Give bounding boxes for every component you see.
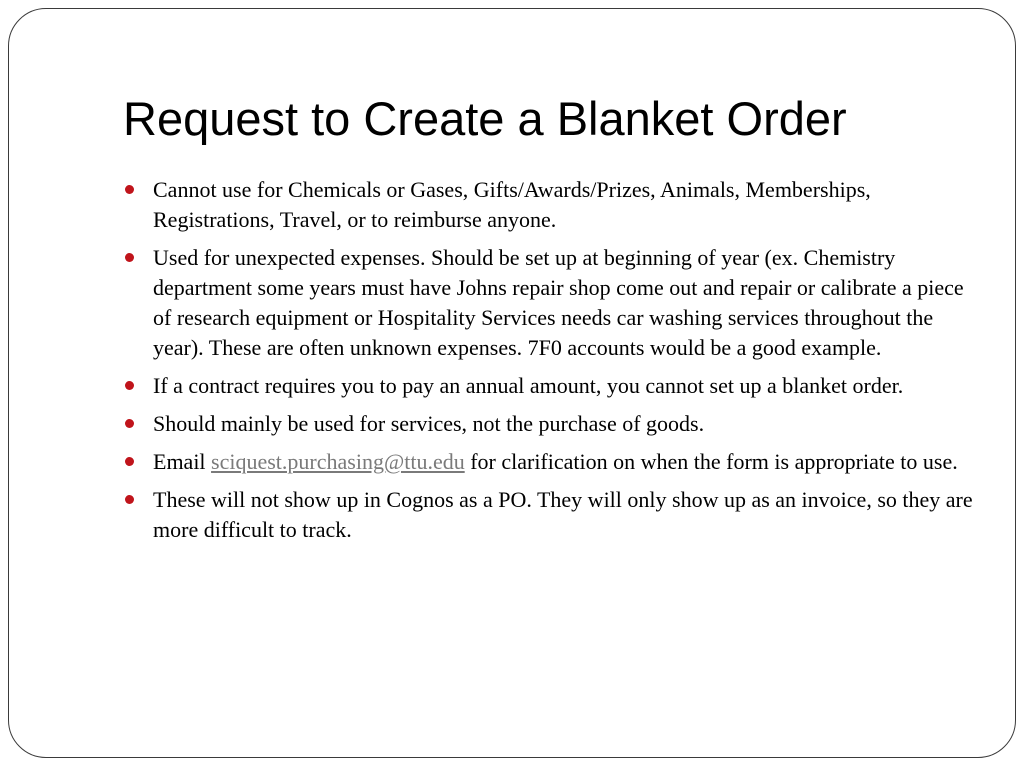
bullet-text: These will not show up in Cognos as a PO. They will only show up as an invoice, so they are more difficult to track. xyxy=(153,487,973,542)
bullet-text xyxy=(153,449,958,474)
bullet-icon xyxy=(125,381,134,390)
slide-title: Request to Create a Blanket Order xyxy=(123,92,847,145)
bullet-icon xyxy=(125,185,134,194)
slide-frame xyxy=(8,8,1016,758)
bullet-text: Cannot use for Chemicals or Gases, Gifts/Awards/Prizes, Animals, Memberships, Registrations, Travel, or to reimburse anyone. xyxy=(153,177,871,232)
bullet-icon xyxy=(125,457,134,466)
bullet-icon xyxy=(125,419,134,428)
bullet-text: If a contract requires you to pay an annual amount, you cannot set up a blanket order. xyxy=(153,373,904,398)
bullet-item-contract xyxy=(123,371,983,401)
bullet-list xyxy=(123,175,983,553)
bullet-icon xyxy=(125,495,134,504)
bullet-item-cognos xyxy=(123,485,983,545)
email-suffix: for clarification on when the form is appropriate to use. xyxy=(464,449,958,474)
bullet-item-email xyxy=(123,447,983,477)
bullet-item-no-use xyxy=(123,175,983,235)
email-link[interactable]: sciquest.purchasing@ttu.edu xyxy=(211,449,465,474)
email-prefix: Email xyxy=(153,449,212,474)
bullet-text: Used for unexpected expenses. Should be set up at beginning of year (ex. Chemistry department some years must have Johns repair shop come out and repair or calibrate a piece of research equipment or Hospitality Services needs car washing services throughout the year). These are often unknown expenses. 7F0 accounts would be a good example. xyxy=(153,245,964,360)
bullet-icon xyxy=(125,253,134,262)
bullet-item-unexpected-expenses xyxy=(123,243,983,363)
bullet-item-services xyxy=(123,409,983,439)
bullet-text: Should mainly be used for services, not the purchase of goods. xyxy=(153,411,705,436)
